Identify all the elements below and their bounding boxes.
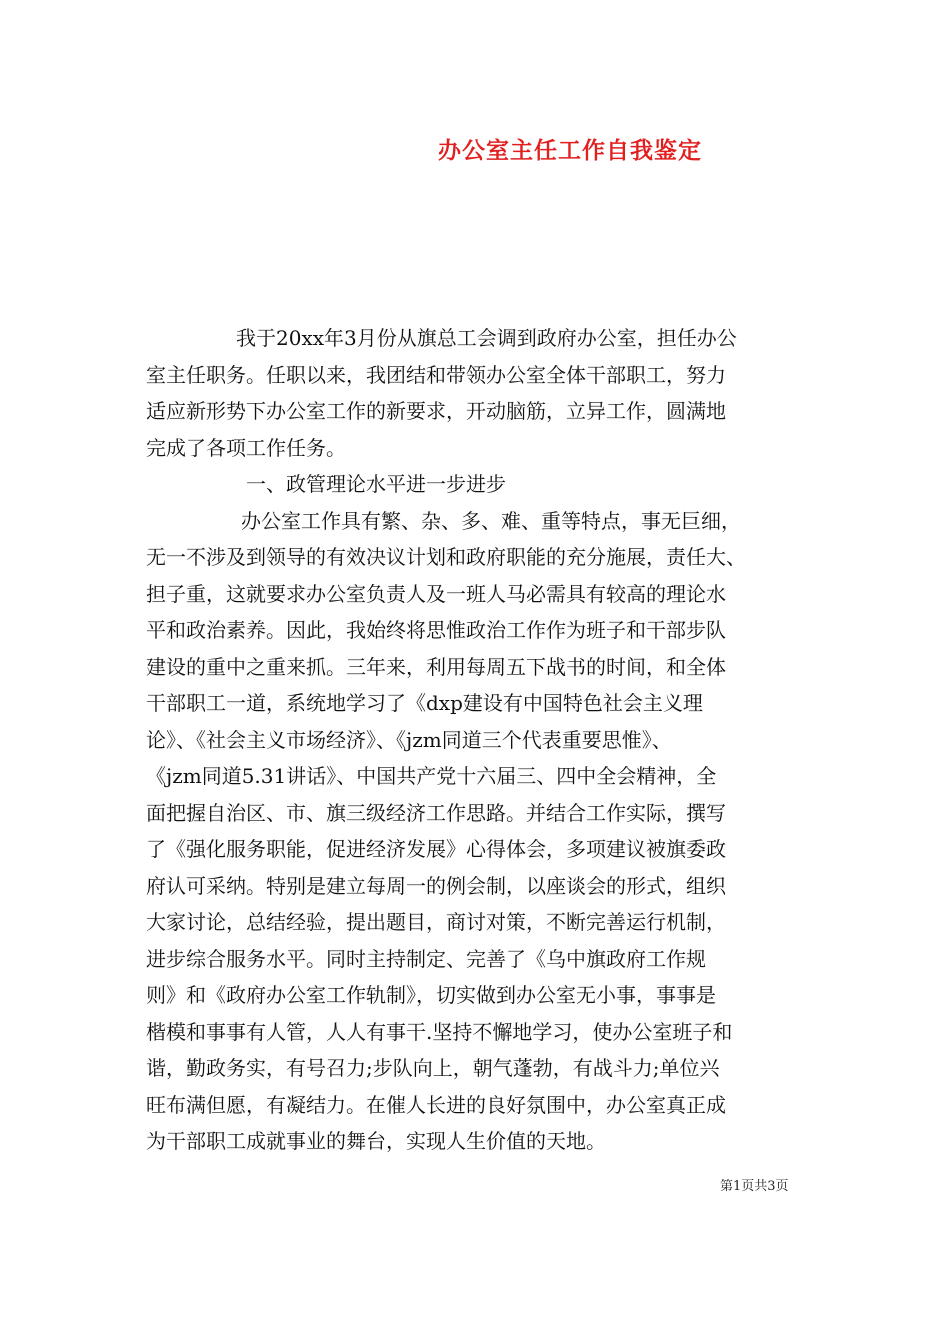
document-body: [146, 320, 816, 1160]
page-number: 第1页共3页: [720, 1179, 789, 1194]
paragraph-line: 则》和《政府办公室工作轨制》，切实做到办公室无小事，事事是: [146, 983, 716, 1007]
paragraph-line: 完成了各项工作任务。: [146, 435, 346, 460]
paragraph-line: 论》、《社会主义市场经济》、《jzm同道三个代表重要思惟》、: [146, 727, 672, 752]
paragraph-line: 担子重，这就要求办公室负责人及一班人马必需具有较高的理论水: [146, 581, 726, 606]
paragraph-line: 《jzm同道5.31讲话》、中国共产党十六届三、四中全会精神，全: [146, 764, 717, 788]
paragraph-line: 旺布满但愿，有凝结力。在催人长进的良好氛围中，办公室真正成: [146, 1092, 726, 1117]
paragraph-line: 办公室工作具有繁、杂、多、难、重等特点，事无巨细，: [241, 508, 741, 533]
paragraph-line: 进步综合服务水平。同时主持制定、完善了《乌中旗政府工作规: [146, 946, 706, 971]
paragraph-line: 无一不涉及到领导的有效决议计划和政府职能的充分施展，责任大、: [146, 545, 746, 569]
paragraph-line: 了《强化服务职能，促进经济发展》心得体会，多项建议被旗委政: [146, 837, 726, 861]
paragraph-line: 楷模和事事有人管，人人有事干.坚持不懈地学习，使办公室班子和: [146, 1019, 733, 1044]
paragraph-line: 为干部职工成就事业的舞台，实现人生价值的天地。: [146, 1129, 606, 1153]
paragraph-line: 面把握自治区、市、旗三级经济工作思路。并结合工作实际，撰写: [146, 800, 726, 825]
paragraph-line: 室主任职务。任职以来，我团结和带领办公室全体干部职工，努力: [146, 362, 726, 387]
paragraph-line: 适应新形势下办公室工作的新要求，开动脑筋，立异工作，圆满地: [146, 399, 726, 423]
paragraph-line: 大家讨论，总结经验，提出题目，商讨对策，不断完善运行机制，: [146, 910, 726, 934]
paragraph-line: 建设的重中之重来抓。三年来，利用每周五下战书的时间，和全体: [146, 654, 726, 679]
paragraph-line: 我于20xx年3月份从旗总工会调到政府办公室，担任办公: [236, 326, 737, 350]
paragraph-line: 干部职工一道，系统地学习了《dxp建设有中国特色社会主义理: [146, 691, 703, 715]
section-heading: 一、政管理论水平进一步进步: [246, 472, 506, 496]
paragraph-line: 谐，勤政务实，有号召力;步队向上，朝气蓬勃，有战斗力;单位兴: [146, 1056, 720, 1080]
paragraph-line: 府认可采纳。特别是建立每周一的例会制，以座谈会的形式，组织: [146, 873, 726, 898]
paragraph-line: 平和政治素养。因此，我始终将思惟政治工作作为班子和干部步队: [146, 618, 726, 642]
page-title: 办公室主任工作自我鉴定: [438, 137, 702, 164]
